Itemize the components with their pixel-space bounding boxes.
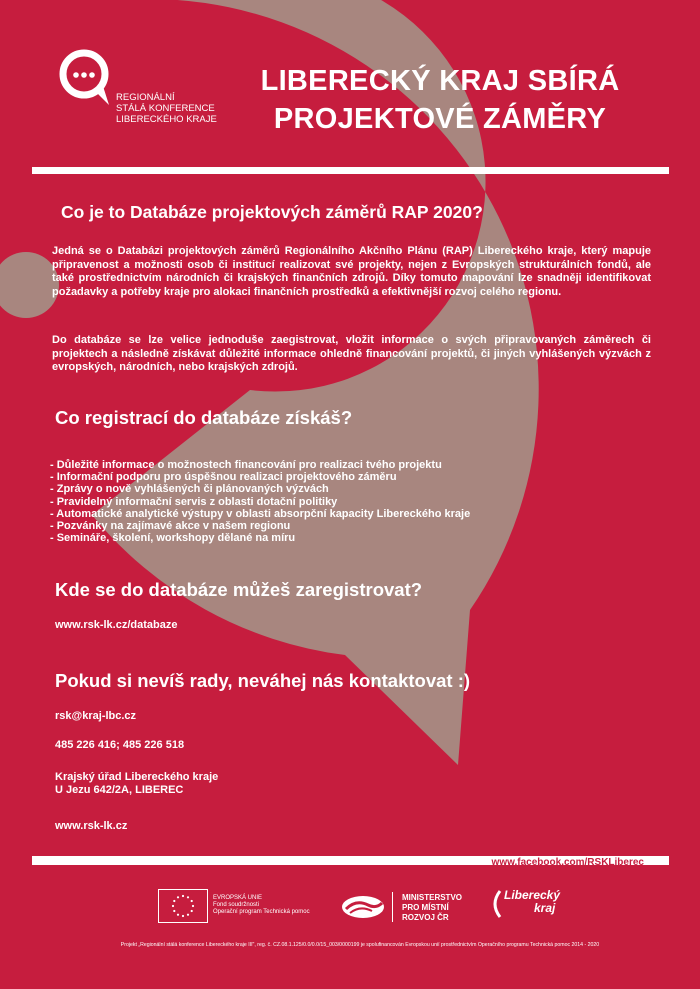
ministry-logo-text xyxy=(402,893,462,923)
list-item: - Informační podporu pro úspěšnou realizaci projektového záměru xyxy=(50,471,397,484)
region-logo-line: kraj xyxy=(534,901,556,915)
contact-address-office: Krajský úřad Libereckého kraje xyxy=(55,771,219,783)
contact-address-street: U Jezu 642/2A, LIBEREC xyxy=(55,784,184,796)
eu-line: Fond soudržnosti xyxy=(213,902,260,909)
region-logo-line: Liberecký xyxy=(504,888,561,902)
list-item: - Zprávy o nově vyhlášených či plánovaných výzvách xyxy=(50,483,329,496)
ministry-logo-icon xyxy=(340,893,386,921)
contact-phones: 485 226 416; 485 226 518 xyxy=(55,739,185,751)
section-heading-benefits: Co registrací do databáze získáš? xyxy=(55,407,353,428)
list-item: - Automatické analytické výstupy v oblasti absorpční kapacity Libereckého kraje xyxy=(50,507,471,520)
list-item: - Pravidelný informační servis z oblasti dotační politiky xyxy=(50,495,338,508)
ministry-line: MINISTERSTVO xyxy=(402,893,463,902)
list-item: - Semináře, školení, workshopy dělané na míru xyxy=(50,532,296,545)
region-logo-text xyxy=(504,889,560,915)
intro-paragraph: Jedná se o Databázi projektových záměrů Regionálního Akčního Plánu (RAP) Libereckého kraje, který mapuje připravenost a možnosti osob či institucí realizovat své projekty, nejen z Evropských strukturálních fondů, ale také prostřednictvím národních či krajských finančních zdrojů. Díky tomuto mapování lze snadněji identifikovat požadavky a potřeby kraje pro alokaci finančních prostředků a efektivnější rozvoj celého regionu. xyxy=(52,245,651,298)
eu-line: Operační program Technická pomoc xyxy=(213,909,310,916)
eu-logo-text xyxy=(213,895,310,917)
title-line: LIBERECKÝ KRAJ SBÍRÁ xyxy=(260,65,620,97)
section-heading-database: Co je to Databáze projektových záměrů RAP 2020? xyxy=(61,202,483,222)
ministry-line: PRO MÍSTNÍ xyxy=(402,903,449,912)
funding-note: Projekt „Regionální stálá konference Libereckého kraje III", reg. č. CZ.08.1.125/0.0/0.0/15_003/0000199 je spolufinancován Evropskou unií prostřednictvím Operačního programu Technická pomoc 2014 - 2020 xyxy=(120,942,600,948)
top-divider xyxy=(32,167,669,174)
list-item: - Důležité informace o možnostech financování pro realizaci tvého projektu xyxy=(50,459,442,471)
benefits-list xyxy=(50,459,470,544)
eu-line: EVROPSKÁ UNIE xyxy=(213,895,263,901)
title-line: PROJEKTOVÉ ZÁMĚRY xyxy=(273,103,607,135)
contact-email[interactable]: rsk@kraj-lbc.cz xyxy=(55,710,137,722)
list-item: - Pozvánky na zajímavé akce v našem regionu xyxy=(50,520,291,533)
registration-paragraph: Do databáze se lze velice jednoduše zaegistrovat, vložit informace o svých připravovaných záměrech či projektech a následně získávat důležité informace ohledně financování projektů, či jiných vyhlášených výzvách z evropských, národních, nebo krajských zdrojů. xyxy=(52,334,651,373)
ministry-divider xyxy=(392,892,393,922)
database-link[interactable]: www.rsk-lk.cz/databaze xyxy=(55,619,178,631)
page-title xyxy=(200,62,680,138)
chat-bubble-logo-icon xyxy=(57,47,113,107)
region-logo-icon xyxy=(490,889,504,919)
section-heading-register: Kde se do databáze můžeš zaregistrovat? xyxy=(55,579,423,600)
logo-line: REGIONÁLNÍ xyxy=(116,92,175,103)
logo-line: STÁLÁ KONFERENCE xyxy=(116,103,215,114)
ministry-line: ROZVOJ ČR xyxy=(402,913,449,922)
eu-flag-icon xyxy=(158,889,208,923)
facebook-link[interactable]: www.facebook.com/RSKLiberec xyxy=(491,857,644,868)
section-heading-contact: Pokud si nevíš rady, neváhej nás kontaktovat :) xyxy=(55,670,471,691)
logo-line: LIBERECKÉHO KRAJE xyxy=(116,114,217,125)
contact-web[interactable]: www.rsk-lk.cz xyxy=(55,820,128,832)
